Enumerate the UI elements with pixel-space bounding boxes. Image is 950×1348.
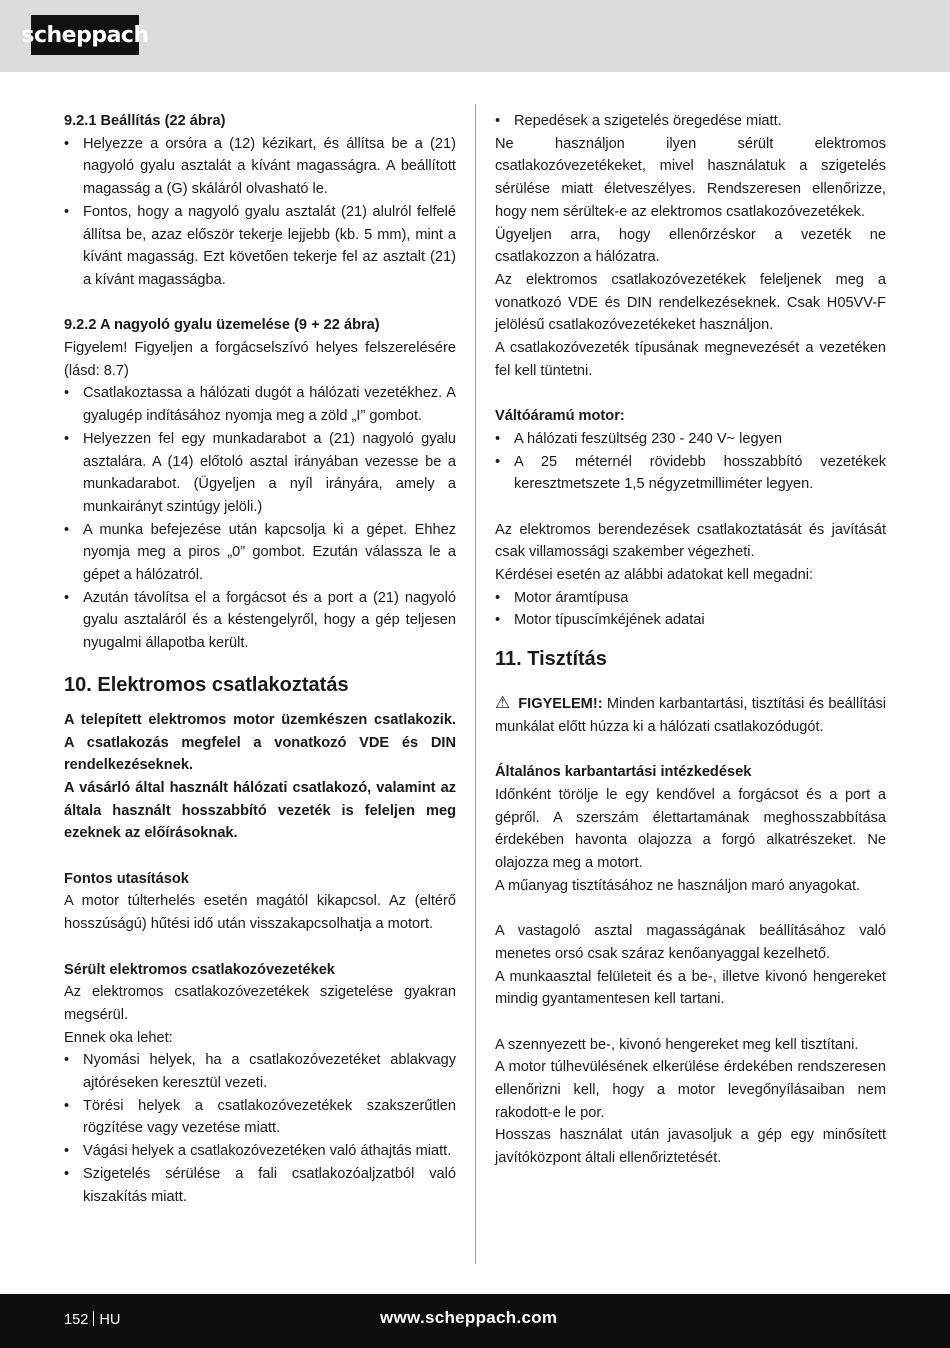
section-10-bold-text-1: A telepített elektromos motor üzemkészen csatlakozik. A csatlakozás megfelel a vonatkozó VDE és DIN rendelkezéseknek. xyxy=(64,711,456,774)
damaged-cables-text: Az elektromos csatlakozóvezetékek szigetelése gyakran megsérül. xyxy=(64,984,456,1023)
questions-text: Kérdései esetén az alábbi adatokat kell megadni: xyxy=(495,567,814,584)
damaged-cables-title: Sérült elektromos csatlakozóvezetékek xyxy=(64,961,335,978)
ac-motor-list xyxy=(495,428,886,496)
section-10-bold-text-2: A vásárló által használt hálózati csatlakozó, valamint az általa használt hosszabbító vezeték is feleljen meg ezeknek az előírásoknak. xyxy=(64,779,456,842)
damaged-cables-list xyxy=(64,1049,456,1208)
maintenance-text-1: Időnként törölje le egy kendővel a forgácsot és a port a gépről. A szerszám élettartamának meghosszabbítása érdekében havonta olajozza a forgó alkatrészeket. Ne olajozza meg a motort. xyxy=(495,786,886,872)
list-item: • Törési helyek a csatlakozóvezetékek szakszerűtlen rögzítése vagy vezetése miatt. xyxy=(64,1095,456,1140)
list-item: • Nyomási helyek, ha a csatlakozóvezetéket ablakvagy ajtóréseken keresztül vezeti. xyxy=(64,1049,456,1094)
section-10-heading: 10. Elektromos csatlakoztatás xyxy=(64,673,349,696)
section-9-2-2-title: 9.2.2 A nagyoló gyalu üzemelése (9 + 22 ábra) xyxy=(64,317,380,334)
list-item: • A hálózati feszültség 230 - 240 V~ legyen xyxy=(495,428,886,451)
list-item: • Helyezze a orsóra a (12) kézikart, és állítsa be a (21) nagyoló gyalu asztalát a kívánt magasságra. A beállított magasság a (G) skáláról olvasható le. xyxy=(64,133,456,201)
maintenance-text-6: A motor túlhevülésének elkerülése érdekében rendszeresen ellenőrizni kell, hogy a motor levegőnyílásaiban nem rakodott-e le por. xyxy=(495,1059,886,1121)
page-number-value: 152 xyxy=(64,1312,89,1328)
page-separator xyxy=(93,1311,94,1326)
maintenance-text-7: Hosszas használat után javasoljuk a gép egy minősített javítóközpont általi ellenőriztetését. xyxy=(495,1127,886,1167)
maintenance-text-4: A munkaasztal felületeit és a be-, illetve kivonó hengereket mindig gyantamentesen kell tartani. xyxy=(495,968,886,1008)
maintenance-text-3: A vastagoló asztal magasságának beállításához való menetes orsó csak száraz kenőanyaggal kezelhető. xyxy=(495,923,886,962)
list-item: • Motor áramtípusa xyxy=(495,587,886,610)
section-9-2-2-list xyxy=(64,382,456,654)
cable-warning-text: Ne használjon ilyen sérült elektromos csatlakozóvezetékeket, mivel használatuk a szigetelés sérülése miatt életveszélyes. Rendszeresen ellenőrizze, hogy nem sérültek-e az elektromos csatlakozóvezetékek. xyxy=(495,135,886,220)
motor-info-list xyxy=(495,587,886,632)
list-item: • A munka befejezése után kapcsolja ki a gépet. Ehhez nyomja meg a piros „0” gombot. Ezután válassza le a gépet a hálózatról. xyxy=(64,519,456,587)
list-item: • Fontos, hogy a nagyoló gyalu asztalát (21) alulról felfelé állítsa be, azaz először tekerje lejjebb (kb. 5 mm), mint a kívánt magasság. Ezt követően tekerje fel az asztalt (21) a kívánt magasságba. xyxy=(64,201,456,292)
language-code: HU xyxy=(99,1312,121,1328)
cable-standard-text: Az elektromos csatlakozóvezetékek feleljenek meg a vonatkozó VDE és DIN rendelkezéseknek. Csak H05VV-F jelölésű csatlakozóvezetékeket használjon. xyxy=(495,271,886,334)
cable-check-text: Ügyeljen arra, hogy ellenőrzéskor a vezeték ne csatlakozzon a hálózatra. xyxy=(495,226,886,266)
warning-text: Minden karbantartási, tisztítási és beállítási munkálat előtt húzza ki a hálózati csatlakozódugót. xyxy=(495,696,886,735)
maintenance-title: Általános karbantartási intézkedések xyxy=(495,764,752,781)
list-item: • Helyezzen fel egy munkadarabot a (21) nagyoló gyalu asztalára. A (14) előtoló asztal irányában vezesse be a munkadarabot. (Ügyeljen a nyíl irányára, amely a munkairányt szintúgy jelöli.) xyxy=(64,428,456,519)
left-column xyxy=(64,110,456,1208)
section-9-2-1-list xyxy=(64,133,456,292)
ac-motor-title: Váltóáramú motor: xyxy=(495,408,625,425)
header-bar xyxy=(0,0,950,72)
warning-label: FIGYELEM!: xyxy=(518,696,603,713)
section-9-2-1-title: 9.2.1 Beállítás (22 ábra) xyxy=(64,113,226,129)
cable-type-text: A csatlakozóvezeték típusának megnevezését a vezetéken fel kell tüntetni. xyxy=(495,340,886,379)
column-divider xyxy=(475,104,476,1264)
scheppach-logo: scheppach xyxy=(31,15,139,55)
damaged-cables-cause: Ennek oka lehet: xyxy=(64,1029,173,1046)
list-item: • Motor típuscímkéjének adatai xyxy=(495,609,886,632)
website-url: www.scheppach.com xyxy=(380,1308,558,1327)
electrician-text: Az elektromos berendezések csatlakoztatását és javítását csak villamossági szakember végezheti. xyxy=(495,521,886,561)
warning-triangle-icon: ⚠ xyxy=(495,693,511,714)
important-notes-text: A motor túlterhelés esetén magától kikapcsol. Az (eltérő hosszúságú) hűtési idő után visszakapcsolhatja a motort. xyxy=(64,893,456,933)
list-item: • Szigetelés sérülése a fali csatlakozóaljzatból való kiszakítás miatt. xyxy=(64,1163,456,1208)
maintenance-text-5: A szennyezett be-, kivonó hengereket meg kell tisztítani. xyxy=(495,1036,859,1053)
list-item: • Azután távolítsa el a forgácsot és a port a (21) nagyoló gyalu asztaláról és a késtengelyről, hogy a gép teljesen nyugalmi állapotba került. xyxy=(64,587,456,655)
damage-continued-list xyxy=(495,110,886,133)
section-9-2-2-intro: Figyelem! Figyeljen a forgácselszívó helyes felszerelésére (lásd: 8.7) xyxy=(64,340,456,379)
list-item: • A 25 méternél rövidebb hosszabbító vezetékek keresztmetszete 1,5 négyzetmilliméter legyen. xyxy=(495,451,886,496)
maintenance-text-2: A műanyag tisztításához ne használjon maró anyagokat. xyxy=(495,877,861,894)
cleaning-warning xyxy=(495,693,886,738)
important-notes-title: Fontos utasítások xyxy=(64,870,189,887)
section-11-heading: 11. Tisztítás xyxy=(495,648,607,671)
right-column xyxy=(495,110,886,1170)
list-item: • Vágási helyek a csatlakozóvezetéken való áthajtás miatt. xyxy=(64,1140,456,1163)
page-number xyxy=(64,1311,120,1328)
list-item: • Repedések a szigetelés öregedése miatt. xyxy=(495,110,886,133)
footer-bar xyxy=(0,1294,950,1348)
list-item: • Csatlakoztassa a hálózati dugót a hálózati vezetékhez. A gyalugép indításához nyomja meg a zöld „I” gombot. xyxy=(64,382,456,427)
